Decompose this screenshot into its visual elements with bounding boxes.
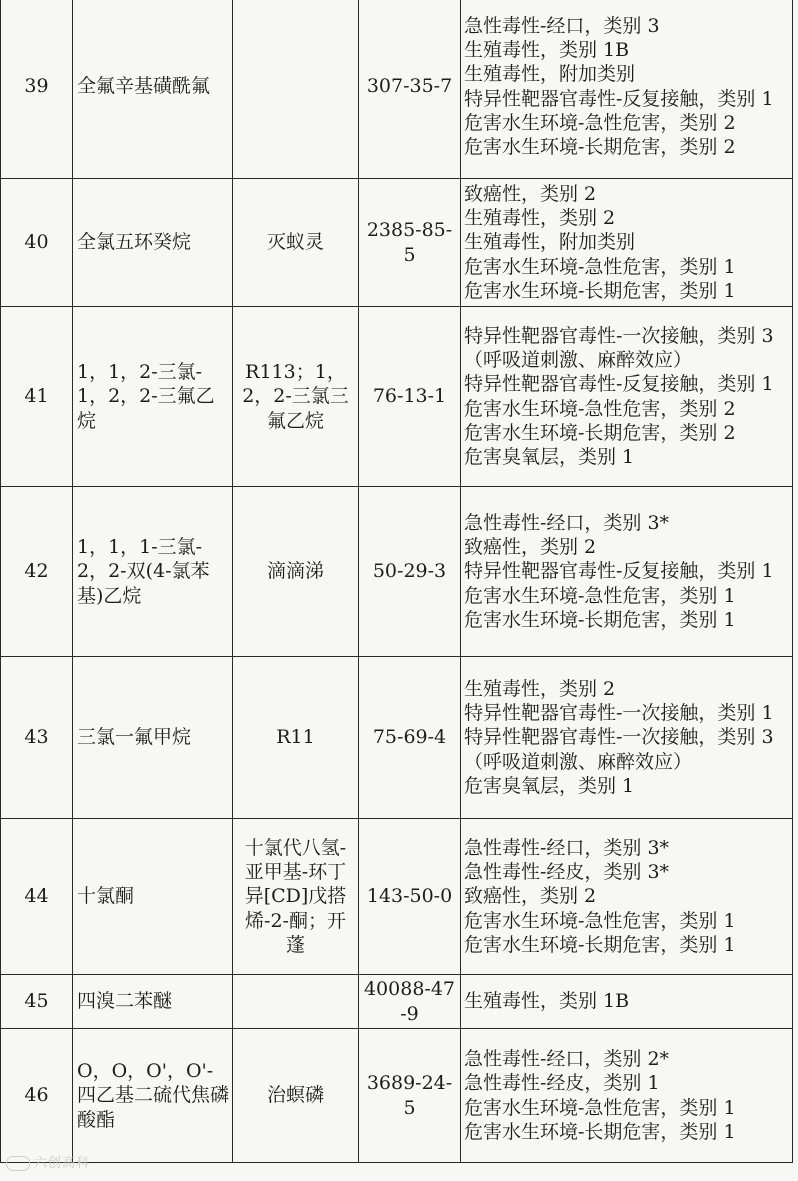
hazard-item: 生殖毒性，类别 1B	[464, 990, 630, 1013]
hazard-item: 危害臭氧层，类别 1	[464, 446, 635, 469]
hazard-item: 危害水生环境-长期危害，类别 1	[464, 933, 736, 956]
hazard-item: 危害水生环境-长期危害，类别 2	[464, 421, 736, 444]
alias-name	[233, 975, 359, 1029]
hazard-item: 特异性靶器官毒性-反复接触，类别 1	[464, 373, 774, 396]
hazard-item: 急性毒性-经皮，类别 1	[464, 1072, 660, 1095]
hazard-item: 危害水生环境-长期危害，类别 1	[464, 279, 736, 302]
chemical-name: 全氯五环癸烷	[73, 179, 233, 307]
hazard-item: 危害水生环境-急性危害，类别 1	[464, 1096, 736, 1119]
hazard-item: 危害臭氧层，类别 1	[464, 774, 635, 797]
hazard-item: 危害水生环境-急性危害，类别 1	[464, 909, 736, 932]
chemical-name: 十氯酮	[73, 819, 233, 975]
table-body	[1, 0, 793, 1163]
alias-name: R11	[233, 657, 359, 819]
table-row	[1, 975, 793, 1029]
table-row	[1, 487, 793, 657]
table-row	[1, 307, 793, 487]
chemical-name: 全氟辛基磺酰氟	[73, 0, 233, 179]
hazard-item: 急性毒性-经皮，类别 3*	[464, 861, 670, 884]
row-number: 45	[1, 975, 73, 1029]
hazard-item: 特异性靶器官毒性-一次接触，类别 3（呼吸道刺激、麻醉效应）	[464, 324, 774, 371]
table-row	[1, 1029, 793, 1163]
hazard-classification	[461, 179, 793, 307]
hazard-item: 危害水生环境-急性危害，类别 2	[464, 397, 736, 420]
alias-name: R113；1，2，2-三氯三氟乙烷	[233, 307, 359, 487]
hazard-item: 特异性靶器官毒性-反复接触，类别 1	[464, 87, 774, 110]
hazard-item: 致癌性，类别 2	[464, 885, 597, 908]
row-number: 43	[1, 657, 73, 819]
hazard-item: 急性毒性-经口，类别 3*	[464, 511, 670, 534]
hazard-item: 致癌性，类别 2	[464, 182, 597, 205]
row-number: 42	[1, 487, 73, 657]
row-number: 46	[1, 1029, 73, 1163]
hazard-item: 危害水生环境-急性危害，类别 1	[464, 255, 736, 278]
hazard-item: 生殖毒性，附加类别	[464, 63, 636, 86]
hazard-classification	[461, 975, 793, 1029]
hazard-item: 危害水生环境-长期危害，类别 1	[464, 1120, 736, 1143]
chemical-name: 三氯一氟甲烷	[73, 657, 233, 819]
cas-number: 307-35-7	[359, 0, 461, 179]
hazard-item: 急性毒性-经口，类别 2*	[464, 1047, 670, 1070]
alias-name: 十氯代八氢-亚甲基-环丁异[CD]戊搭烯-2-酮；开蓬	[233, 819, 359, 975]
cas-number: 3689-24-5	[359, 1029, 461, 1163]
cas-number: 143-50-0	[359, 819, 461, 975]
hazard-item: 危害水生环境-急性危害，类别 2	[464, 111, 736, 134]
alias-name: 灭蚁灵	[233, 179, 359, 307]
alias-name	[233, 0, 359, 179]
cas-number: 2385-85-5	[359, 179, 461, 307]
hazard-classification	[461, 487, 793, 657]
cas-number: 76-13-1	[359, 307, 461, 487]
cas-number: 50-29-3	[359, 487, 461, 657]
row-number: 41	[1, 307, 73, 487]
hazard-item: 特异性靶器官毒性-一次接触，类别 3（呼吸道刺激、麻醉效应）	[464, 726, 774, 773]
chemical-name: 四溴二苯醚	[73, 975, 233, 1029]
alias-name: 治螟磷	[233, 1029, 359, 1163]
row-number: 39	[1, 0, 73, 179]
table-row	[1, 657, 793, 819]
hazard-classification	[461, 657, 793, 819]
cas-number: 75-69-4	[359, 657, 461, 819]
hazard-item: 急性毒性-经口，类别 3	[464, 14, 660, 37]
chemical-name: 1，1，2-三氯-1，2，2-三氟乙烷	[73, 307, 233, 487]
hazard-item: 危害水生环境-长期危害，类别 2	[464, 136, 736, 159]
hazard-classification	[461, 1029, 793, 1163]
hazard-item: 生殖毒性，类别 1B	[464, 38, 630, 61]
watermark-logo-icon	[6, 1156, 30, 1171]
table-row	[1, 819, 793, 975]
watermark: 六创高科	[6, 1152, 90, 1171]
table-row	[1, 0, 793, 179]
table-row	[1, 179, 793, 307]
hazard-item: 生殖毒性，类别 2	[464, 207, 616, 230]
hazard-item: 危害水生环境-长期危害，类别 1	[464, 608, 736, 631]
hazard-item: 危害水生环境-急性危害，类别 1	[464, 584, 736, 607]
hazard-item: 急性毒性-经口，类别 3*	[464, 836, 670, 859]
hazard-item: 特异性靶器官毒性-一次接触，类别 1	[464, 702, 774, 725]
row-number: 40	[1, 179, 73, 307]
hazard-item: 生殖毒性，类别 2	[464, 677, 616, 700]
cas-number: 40088-47-9	[359, 975, 461, 1029]
row-number: 44	[1, 819, 73, 975]
hazard-classification	[461, 0, 793, 179]
alias-name: 滴滴涕	[233, 487, 359, 657]
hazard-classification	[461, 819, 793, 975]
chemical-name: O，O，O'，O'-四乙基二硫代焦磷酸酯	[73, 1029, 233, 1163]
hazard-item: 致癌性，类别 2	[464, 536, 597, 559]
hazard-item: 特异性靶器官毒性-反复接触，类别 1	[464, 560, 774, 583]
hazard-classification	[461, 307, 793, 487]
chemical-name: 1，1，1-三氯-2，2-双(4-氯苯基)乙烷	[73, 487, 233, 657]
hazard-item: 生殖毒性，附加类别	[464, 231, 636, 254]
